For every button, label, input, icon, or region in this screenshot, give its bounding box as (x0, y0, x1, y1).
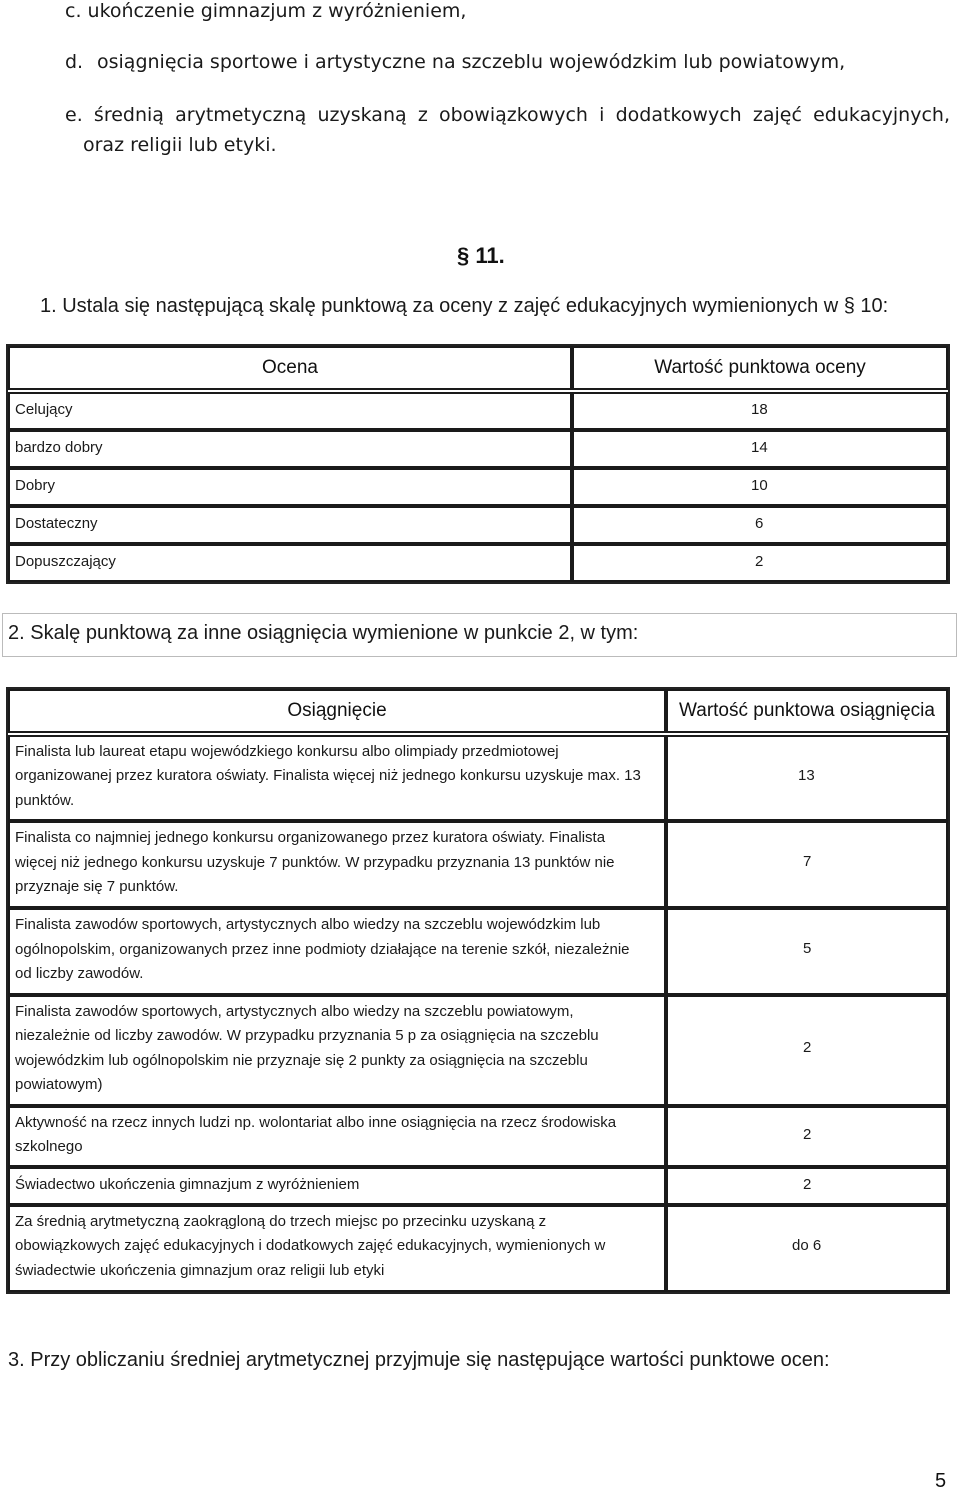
achievement-text-line: więcej niż jednego konkursu uzyskuje 7 punktów. W przypadku przyznania 13 punktów nie (15, 854, 615, 871)
achievement-text-line: ogólnopolskim, organizowanych przez inne podmioty działające na terenie szkół, niezależnie (15, 941, 630, 958)
achievement-text-line: niezależnie od liczby zawodów. W przypadku przyznania 5 p za osiągnięcia na szczeblu (15, 1027, 599, 1044)
achievement-text-line: szkolnego (15, 1138, 83, 1155)
achievement-text-line: Za średnią arytmetyczną zaokrągloną do trzech miejsc po przecinku uzyskaną z (15, 1213, 547, 1230)
achievement-value: 7 (803, 853, 812, 870)
achievement-text-line: Świadectwo ukończenia gimnazjum z wyróżnieniem (15, 1176, 360, 1193)
grade-label: Dopuszczający (15, 553, 116, 570)
achievement-value: 2 (803, 1176, 812, 1193)
grade-label: Celujący (15, 401, 73, 418)
list-item-d: osiągnięcia sportowe i artystyczne na szczeblu wojewódzkim lub powiatowym, (97, 51, 846, 73)
achievement-text-line: świadectwie ukończenia gimnazjum oraz religii lub etyki (15, 1262, 385, 1279)
grades-header-points: Wartość punktowa oceny (572, 346, 948, 390)
page-number: 5 (935, 1470, 947, 1492)
achievement-value: 2 (803, 1039, 812, 1056)
list-item-e-line2: oraz religii lub etyki. (83, 134, 277, 156)
grade-value: 2 (755, 553, 764, 570)
achievement-value: 13 (798, 767, 815, 784)
achievement-text-line: organizowanej przez kuratora oświaty. Finalista więcej niż jednego konkursu uzyskuje max. 13 (15, 767, 641, 784)
paragraph-1: 1. Ustala się następującą skalę punktową za oceny z zajęć edukacyjnych wymienionych w § 10: (40, 295, 889, 317)
list-item-d-marker: d. (65, 51, 84, 73)
achievement-text-line: obowiązkowych zajęć edukacyjnych i dodatkowych zajęć edukacyjnych, wymienionych w (15, 1237, 606, 1254)
achievement-text-line: Finalista zawodów sportowych, artystycznych albo wiedzy na szczeblu wojewódzkim lub (15, 916, 601, 933)
grades-header-grade: Ocena (8, 346, 572, 390)
section-heading: § 11. (457, 243, 505, 268)
paragraph-3: 3. Przy obliczaniu średniej arytmetycznej przyjmuje się następujące wartości punktowe ocen: (8, 1349, 830, 1371)
grade-value: 18 (751, 401, 768, 418)
grade-value: 10 (751, 477, 768, 494)
grade-label: Dobry (15, 477, 56, 494)
list-item-c: c. ukończenie gimnazjum z wyróżnieniem, (65, 0, 467, 22)
achievement-text-line: powiatowym) (15, 1076, 103, 1093)
list-item-e-line1: e. średnią arytmetyczną uzyskaną z obowiązkowych i dodatkowych zajęć edukacyjnych, (65, 104, 950, 126)
achievement-text-line: od liczby zawodów. (15, 965, 144, 982)
achievement-text-line: Finalista lub laureat etapu wojewódzkiego konkursu albo olimpiady przedmiotowej (15, 743, 559, 760)
achievement-text-line: Finalista zawodów sportowych, artystycznych albo wiedzy na szczeblu powiatowym, (15, 1003, 574, 1020)
achievement-value: 5 (803, 940, 812, 957)
grade-label: Dostateczny (15, 515, 98, 532)
grades-row-label-cell (8, 468, 572, 506)
achievements-header-achievement: Osiągnięcie (8, 689, 666, 733)
achievements-header-points: Wartość punktowa osiągnięcia (666, 689, 948, 733)
grade-value: 6 (755, 515, 764, 532)
achievement-text-line: Finalista co najmniej jednego konkursu organizowanego przez kuratora oświaty. Finalista (15, 829, 606, 846)
grades-row-label-cell (8, 392, 572, 430)
achievement-value: do 6 (792, 1237, 822, 1254)
paragraph-2: 2. Skalę punktową za inne osiągnięcia wymienione w punkcie 2, w tym: (8, 622, 639, 644)
grade-label: bardzo dobry (15, 439, 103, 456)
grade-value: 14 (751, 439, 768, 456)
achievement-text-line: Aktywność na rzecz innych ludzi np. wolontariat albo inne osiągnięcia na rzecz środowiska (15, 1114, 617, 1131)
achievement-text-line: punktów. (15, 792, 75, 809)
achievement-text-line: przyznaje się 7 punktów. (15, 878, 179, 895)
achievement-text-line: wojewódzkim lub ogólnopolskim nie przyznaje się 2 punkty za osiągnięcia na szczeblu (15, 1052, 588, 1069)
achievement-value: 2 (803, 1126, 812, 1143)
